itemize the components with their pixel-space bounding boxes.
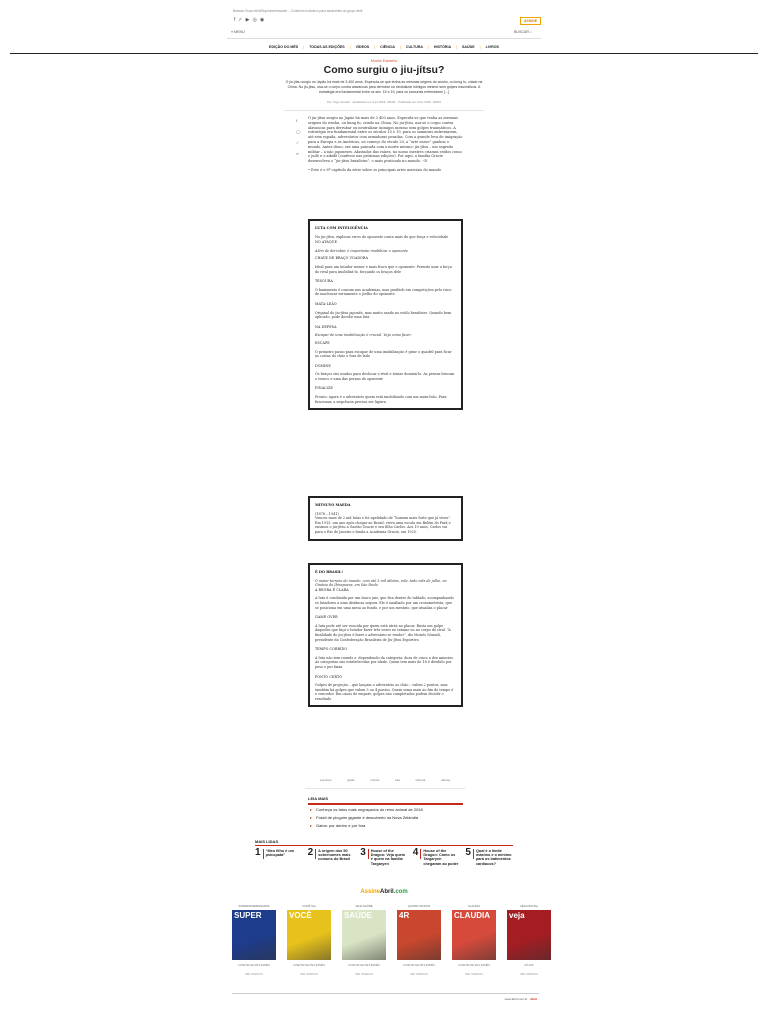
magazine-card[interactable] [507,904,551,976]
list-item[interactable] [310,814,423,822]
byline: Por Yago Goulart · Atualizado em 4 jul 2018, 18h06 · Publicado em 6 fev 2015, 19h03 [327,100,441,104]
box-text: Venceu mais de 2 mil lutas e foi apelidado de “homem mais forte que já viveu”. Em 1915, um ano após chegar ao Brasil, viveu uma escola em Belém do Pará e ensinou o jiu-jítsu a Gastão Gracie e seu filho Carlos. Aos 19 anos, Carlos vai para o Rio de Janeiro e funda a Academia Gracie, em 1925. [315,516,452,534]
ver-ofertas-link[interactable]: VER OFERTAS [409,973,429,976]
nav-item[interactable]: SAÚDE [462,45,475,49]
leia-mais-list [310,806,423,830]
bullet-icon: ▸ [310,815,313,820]
ver-ofertas-link[interactable]: VER OFERTAS [354,973,374,976]
magazine-cover[interactable] [452,910,496,960]
search-icon: ⌕ [529,30,532,34]
box-subheading: FINALIZE [315,386,333,391]
box-text: O banimento é comum nas academias, mas proibido em competições pelo risco de machucar seriamente o joelho do oponente [315,287,452,297]
magazine-name: QUATRO RODAS [407,904,431,908]
hamburger-icon: ≡ [231,30,235,34]
magazine-cover[interactable] [397,910,441,960]
logo-text: Abril [380,889,394,895]
box-text: A luta é conduzida por um único juiz, que fica dentro do tablado, acompanhando os lutadores a uma distância segura. Ele é auxiliado por um cronometrista, que se posiciona em uma mesa ao fundo, e por um mesário, que atualiza o placar [315,596,454,610]
leia-mais-heading: LEIA MAIS [308,796,329,801]
box-heading: LUTA COM INTELIGÊNCIA [315,226,368,230]
tag-link[interactable]: japão [347,778,355,782]
facebook-icon[interactable]: f [296,118,298,123]
magazine-cover[interactable] [342,910,386,960]
nav-item[interactable]: VÍDEOS [355,45,370,49]
box-subheading: A REGRA É CLARA [315,587,349,592]
box-subheading: NO ATAQUE [315,240,338,245]
nav-item[interactable]: LIVROS [485,45,499,49]
paragraph: O jiu-jítsu surgiu no Japão há mais de 3 400 anos. Especula-se que tenha as mesmas origens do wushu, ou kung fu, criado na China. No jiu-jítsu, usa-se o corpo contra alavancas para derrubar ou neutralizar inimigos mesmo sem golpes traumáticos. A estratégia era fundamental entre os séculos 15 e 19, para os samurais enfrentarem, até sem espada, adversários com armaduras pesadas. Com a grande leva de imigração para a Europa e as Américas, no começo do século 20, a “arte suave” ganhou o mundo. Antes disso, era uma pancada com a morte mesmo: jiu-jítsu – um segredo militar – a não japoneses. Afastados das raízes, no nosso mestres criaram estilos como o judô e o aikidô (confesse nas próximas edições). Por aqui, a família Gracie desenvolveu o “jiu-jítsu brasileiro”, o mais praticado no mundo. :-D [308,116,463,164]
box-text: Escapar de uma imobilização é crucial. Veja como fazer: [315,333,412,338]
logo-text: Assine [360,889,380,895]
box-subheading: CHAVE DE BRAÇO VOADORA [315,256,368,261]
kicker[interactable]: Mundo Estranho [370,59,398,63]
box-text: Original do jiu-jítsu japonês, mas muito usado no estilo brasileiro. Quando bem aplicado, pode decidir uma luta [315,310,452,320]
magazine-price: SÓ APP [524,964,534,967]
twitter-icon[interactable]: ✓ [296,140,300,145]
nav-item[interactable]: EDIÇÃO DO MÊS [269,45,299,49]
cover-title: SAÚDE [344,911,373,920]
mais-lidas-item[interactable] [465,849,513,866]
magazine-card[interactable] [232,904,276,976]
abril-logo[interactable]: Abril [530,997,537,1001]
pinterest-icon[interactable]: ◉ [259,17,265,23]
link-text[interactable]: A origem dos 50 sobrenomes mais comuns do Brasil [318,849,351,862]
cover-title: VOCÊ [289,911,312,920]
nav-item[interactable]: TODAS AS EDIÇÕES [309,45,345,49]
rank-number: 4 [413,849,422,859]
tag-list [320,778,450,782]
assine-abril-logo[interactable] [0,889,768,895]
logo-text: .com [393,889,408,895]
twitter-icon[interactable]: ✓ [238,17,243,23]
box-text: Os braços são usados para deslocar o rival e tentar dominá-lo. As pernas brocam o tronco e uma das pernas do oponente [315,372,455,381]
menu-button[interactable] [231,30,245,34]
divider [232,993,539,994]
magazine-cover[interactable] [507,910,551,960]
footer: www.abril.com.br · Abril [504,997,537,1001]
box-subheading: ESCAPE [315,340,330,345]
youtube-icon[interactable]: ▶ [245,17,250,23]
link-text[interactable]: House of the Dragon: Veja quem é quem na família Targaryen [370,849,406,866]
link-text[interactable]: Conheça os fatos mais engraçados do reino animal de 2018 [316,807,423,812]
bullet-icon: ▸ [310,807,313,812]
top-note: Bancas Grupo Abril/Superinteressante – Conteúdo exclusivo para assinantes do grupo abril [233,9,363,13]
infobox-luta [308,219,463,410]
box-text: O maior torneio do mundo, com até 3 mil atletas, rola, todo mês de julho, no Ginásio do Ibirapuera, em São Paulo [315,578,447,588]
link-text[interactable]: Gatos: por dentro e por fora [316,823,366,828]
divider [305,788,465,789]
box-text: O primeiro passo para escapar de uma imobilização é girar o quadril para ficar as costas do chão e fora de lado [315,349,452,359]
magazine-cover[interactable] [287,910,331,960]
search-button[interactable] [514,30,532,34]
mais-lidas-item[interactable] [413,849,461,866]
ver-ofertas-link[interactable]: VER OFERTAS [244,973,264,976]
tag-link[interactable]: defesa [440,778,450,782]
divider [308,803,463,805]
link-icon[interactable]: ∞ [296,151,299,156]
magazine-row [232,904,551,976]
paragraph: • Este é o 6º capítulo da série sobre os principais artes marciais do mundo [308,167,441,172]
box-heading: É DO BRASIL! [315,570,343,574]
link-text[interactable]: Qual é o limite máximo e o mínimo para os batimentos cardíacos? [475,849,512,866]
box-subheading: PONTO CERTO [315,674,343,679]
search-label: BUSCAR [514,30,529,34]
magazine-name: SUPERINTERESSANTE [238,904,270,908]
cover-title: 4R [399,911,410,920]
mais-lidas-item[interactable] [308,849,356,866]
box-text: A luta não tem rounds e, dependendo da categoria, dura de cinco a dez minutos. As categorias são estabelecidas por idade. Quem tem mais de 18 é dividido por peso e por faixa [315,655,454,669]
magazine-card[interactable] [452,904,496,976]
ver-ofertas-link[interactable]: VER OFERTAS [299,973,319,976]
cover-title: SUPER [234,911,262,920]
social-links [234,17,264,23]
box-subheading: TESOURA [315,279,333,284]
tag-link[interactable]: esportes [320,778,332,782]
infobox-brasil [308,563,463,707]
box-text: Ideal para um lutador menor e mais fraco que o oponente. Permite usar a força do rival para imobilizá-lo, forçando os braços dele [315,264,452,274]
ver-ofertas-link[interactable]: VER OFERTAS [519,973,539,976]
box-text: Golpes de projeção – que lançam o adversário ao chão – valem 2 pontos, mas também há golpes que valem 3 ou 4 pontos. Quem soma mais ao fim do tempo é o vencedor. Em casos de empate, golpes não completados podem decidir o resultado [315,683,454,701]
link-text[interactable]: “Meu filho é um psicopata” [265,849,295,858]
main-nav: EDIÇÃO DO MÊS | TODAS AS EDIÇÕES | VÍDEOS | CIÊNCIA | CULTURA | HISTÓRIA | SAÚDE | LIVROS [269,45,499,49]
whatsapp-icon[interactable]: ◯ [296,129,301,134]
ver-ofertas-link[interactable]: VER OFERTAS [464,973,484,976]
list-item[interactable] [310,806,423,814]
nav-item[interactable]: CIÊNCIA [380,45,395,49]
link-text[interactable]: Fóssil de pinguim gigante é descoberto na Nova Zelândia [316,815,419,820]
box-text: A luta pode até ser vencida por quem está atrás no placar. Basta um golpe daqueles que faça o lutador fazer três vezes no tatame ou no corpo do rival. “A finalidade do jiu-jítsu é fazer o adversário se render”, diz Moisés Muradi, presidente da Confederação Brasileira de Jiu-Jítsu Esportivo [315,623,451,642]
mais-lidas-list [255,849,513,866]
magazine-card[interactable] [342,904,386,976]
rank-number: 5 [465,849,474,859]
box-text: (1878 – 1941) [315,511,339,516]
rank-number: 2 [308,849,317,859]
divider [255,845,513,846]
menu-label: MENU [234,30,245,34]
nav-item[interactable]: CULTURA [405,45,423,49]
magazine-name: VOCÊ S/A [302,904,316,908]
article-body [308,116,463,177]
cover-title: CLAUDIA [454,911,490,920]
box-text: No jiu-jítsu, explorar erros do oponente conta mais do que força e velocidade [315,234,449,239]
box-text: Além de derrubar, é importante imobilizar o oponente [315,248,408,253]
divider [227,38,541,39]
magazine-price: A PARTIR DE R$ 9,90/MÊS [237,964,271,967]
mais-lidas-item[interactable] [255,849,303,866]
magazine-name: VEJA DIGITAL [519,904,539,908]
magazine-price: A PARTIR DE R$ 9,90/MÊS [457,964,491,967]
tag-link[interactable]: história [415,778,426,782]
box-heading: MITSUYO MAEDA [315,503,351,507]
facebook-icon[interactable]: f [234,17,236,23]
box-subheading: NA DEFESA [315,324,337,329]
bullet-icon: ▸ [310,823,313,828]
lede: O jiu-jítsu surgiu no Japão há mais de 3 400 anos. Especula-se que tenha as mesmas origens do wushu, ou kung fu, criado na China. No jiu-jítsu, usa-se o corpo contra alavancas para derrubar ou neutralizar inimigos mesmo sem golpes traumáticos. A estratégia era fundamental entre os séc. 15 e 19, para os samurais enfrentarem [...] [285,80,483,94]
magazine-price: A PARTIR DE R$ 9,90/MÊS [402,964,436,967]
footer-site[interactable]: www.abril.com.br [504,997,528,1001]
rank-number: 1 [255,849,264,859]
divider [10,53,758,54]
nav-item[interactable]: HISTÓRIA [433,45,452,49]
cover-title: veja [509,911,525,920]
tag-link[interactable]: luta [395,778,400,782]
rank-number: 3 [360,849,369,859]
magazine-card[interactable] [397,904,441,976]
list-item[interactable] [310,822,423,830]
link-text[interactable]: House of the Dragon: Como os Targaryen chegaram ao poder [423,849,459,866]
box-subheading: GAME OVER [315,615,338,620]
page-title: Como surgiu o jiu-jítsu? [323,64,445,76]
box-subheading: DOMINE [315,363,331,368]
tag-link[interactable]: cultura [370,778,380,782]
box-subheading: TEMPO CORRIDO [315,647,348,652]
share-column [296,118,300,156]
magazine-name: CLAUDIA [467,904,481,908]
mais-lidas-heading: MAIS LIDAS [255,839,279,844]
magazine-card[interactable] [287,904,331,976]
magazine-price: A PARTIR DE R$ 9,90/MÊS [292,964,326,967]
infobox-maeda [308,496,463,541]
magazine-cover[interactable] [232,910,276,960]
box-subheading: MATA-LEÃO [315,301,337,306]
magazine-price: A PARTIR DE R$ 9,90/MÊS [347,964,381,967]
divider [284,110,484,111]
box-text: Pronto: agora é o adversário quem está imobilizado com um mata-leão. Para funcionar, a sequência precisa ser ligeira [315,395,447,404]
assine-button[interactable]: ASSINE [520,17,541,25]
magazine-name: VEJA SAÚDE [355,904,373,908]
mais-lidas-item[interactable] [360,849,408,866]
instagram-icon[interactable]: ◎ [252,17,257,23]
